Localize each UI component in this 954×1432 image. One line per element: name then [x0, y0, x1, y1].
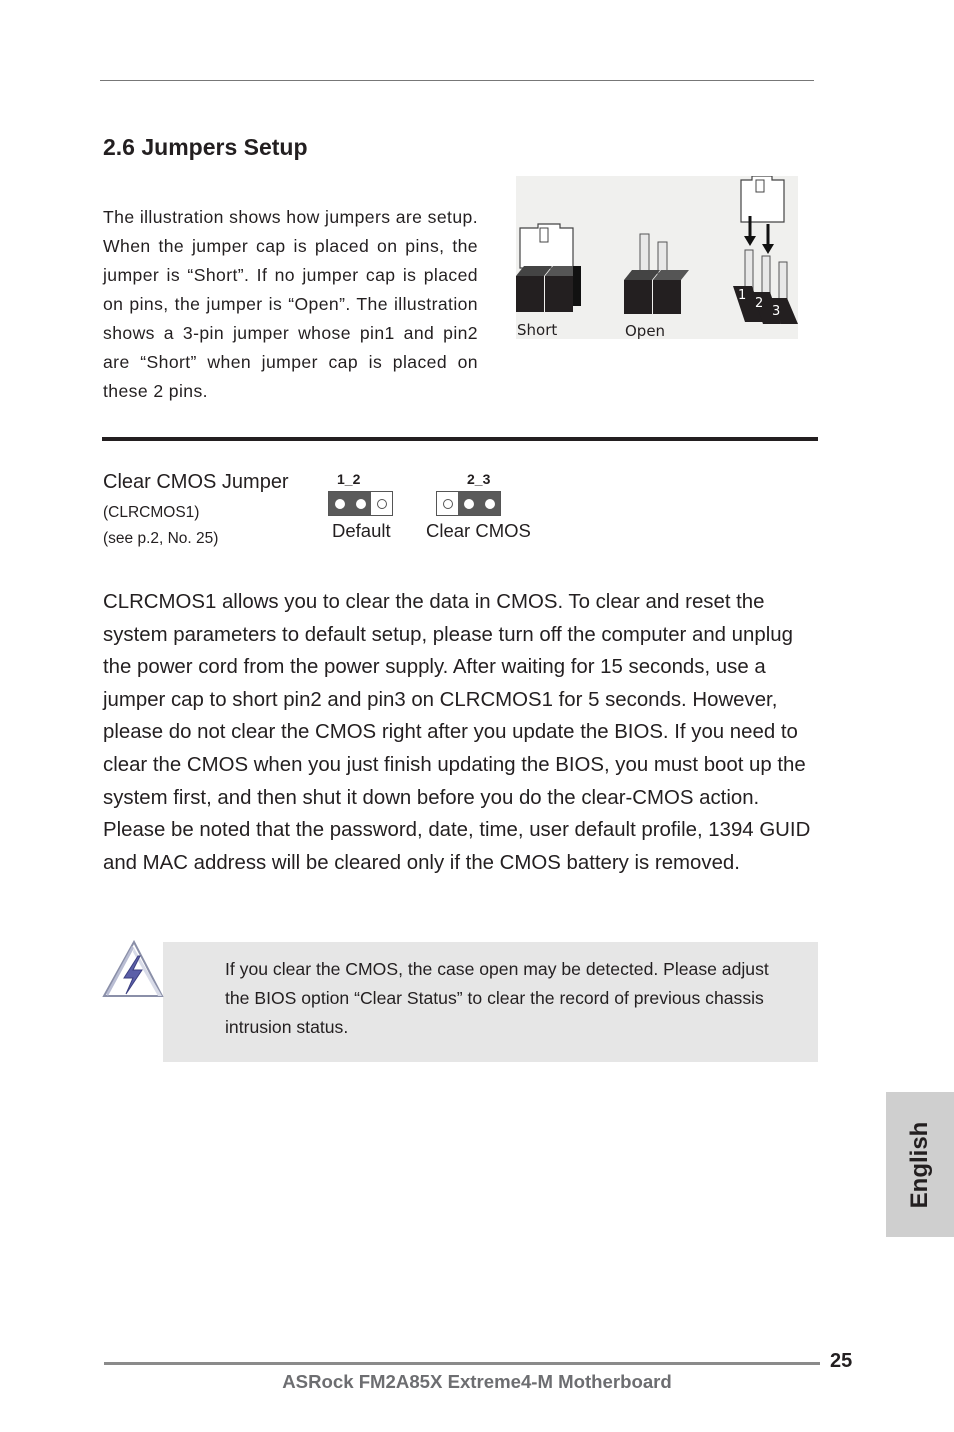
- body-paragraph: CLRCMOS1 allows you to clear the data in CMOS. To clear and reset the system parameters to default setup, please turn off the computer and unplug the power cord from the power supply. After waiting for 15 seconds, use a jumper cap to short pin2 and pin3 on CLRCMOS1 for 5 seconds. However, please do not clear the CMOS right after you update the BIOS. If you need to clear the CMOS when you just finish updating the BIOS, you must boot up the system first, and then shut it down before you do the clear-CMOS action. Please be noted that the password, date, time, user default profile, 1394 GUID and MAC address will be cleared only if the CMOS battery is removed.: [103, 591, 811, 874]
- default-pins-label: 1_2: [337, 471, 361, 487]
- pin-number-2: 2: [755, 296, 764, 311]
- jumper-illustration-graphic: [516, 176, 798, 339]
- language-tab: [886, 1092, 954, 1237]
- footer-text: ASRock FM2A85X Extreme4-M Motherboard: [282, 1371, 672, 1392]
- pin-2-shorted: [350, 492, 371, 515]
- open-label: Open: [625, 322, 666, 339]
- page-number: 25: [830, 1350, 853, 1372]
- pin-1-open: [437, 492, 458, 515]
- open-jumper-graphic: [624, 234, 689, 314]
- pin-number-3: 3: [772, 304, 781, 319]
- intro-paragraph: The illustration shows how jumpers are setup. When the jumper cap is placed on pins, the jumper is “Short”. If no jumper cap is placed on pins, the jumper is “Open”. The illustration shows a 3-pin jumper whose pin1 and pin2 are “Short” when jumper cap is placed on these 2 pins.: [103, 207, 478, 401]
- top-rule: [100, 80, 814, 81]
- pin-3-open: [371, 492, 392, 515]
- three-pin-jumper-graphic: [733, 176, 798, 324]
- clear-cmos-jumper-diagram: [436, 491, 501, 516]
- default-jumper-diagram: [328, 491, 393, 516]
- pin-3-shorted: [479, 492, 500, 515]
- clear-cmos-label: Clear CMOS: [426, 520, 531, 541]
- section-title: 2.6 Jumpers Setup: [103, 134, 308, 160]
- pin-2-shorted: [458, 492, 479, 515]
- short-label: Short: [517, 321, 558, 339]
- footer-rule: [104, 1362, 820, 1365]
- jumper-ref: (see p.2, No. 25): [103, 530, 219, 547]
- jumper-id: (CLRCMOS1): [103, 504, 200, 521]
- clear-pins-label: 2_3: [467, 471, 491, 487]
- short-jumper-graphic: [516, 224, 581, 312]
- pin-1-shorted: [329, 492, 350, 515]
- language-tab-label: English: [906, 1121, 933, 1208]
- warning-icon: [102, 940, 164, 1000]
- note-text: If you clear the CMOS, the case open may be detected. Please adjust the BIOS option “Clear Status” to clear the record of previous chassis intrusion status.: [225, 959, 769, 1037]
- jumper-illustration: [516, 176, 798, 339]
- jumper-name: Clear CMOS Jumper: [103, 471, 289, 493]
- default-label: Default: [332, 520, 391, 541]
- section-divider: [102, 437, 818, 441]
- pin-number-1: 1: [738, 288, 747, 303]
